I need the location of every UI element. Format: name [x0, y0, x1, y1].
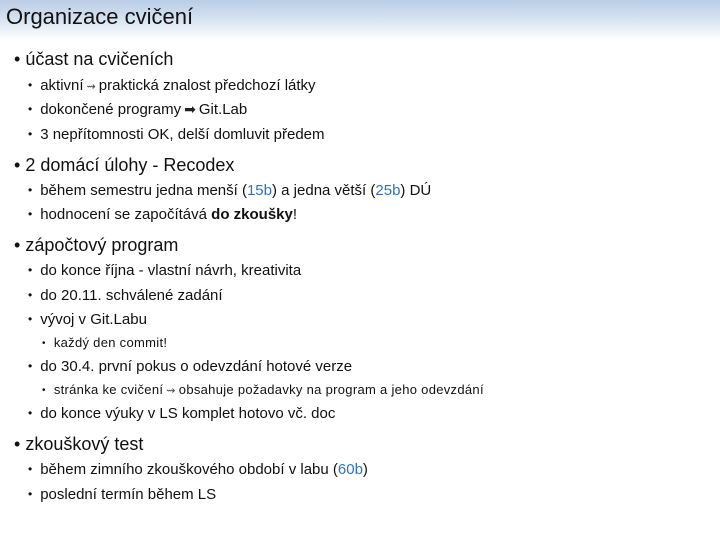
item-text: Git.Lab	[198, 101, 248, 118]
item-text: ) a jedna větší (	[272, 182, 376, 199]
list-item-zadani	[28, 288, 223, 303]
bullet-icon: •	[28, 263, 33, 277]
list-item-zimni	[28, 462, 368, 477]
list-item-semestr	[28, 183, 431, 198]
bullet-icon: •	[28, 487, 33, 501]
item-text: účast na cvičeních	[25, 49, 174, 69]
arrow-icon: ⇝	[86, 81, 96, 93]
list-item-nepritomnosti	[28, 127, 325, 142]
item-text: aktivní	[40, 77, 84, 94]
list-item-hodnoceni	[28, 207, 297, 222]
bullet-icon: •	[28, 312, 33, 326]
item-text: během semestru jedna menší (	[40, 182, 247, 199]
item-text: zápočtový program	[25, 235, 179, 255]
item-text: dokončené programy	[40, 101, 182, 118]
item-text: do 20.11. schválené zadání	[40, 287, 223, 304]
list-item-test	[14, 435, 143, 453]
list-item-termin	[28, 487, 216, 502]
points-badge: 60b	[337, 461, 363, 478]
item-text: do konce výuky v LS komplet hotovo vč. doc	[40, 405, 336, 422]
arrow-icon: ⇝	[166, 385, 176, 397]
bullet-icon: •	[28, 183, 33, 197]
item-text: do konce října - vlastní návrh, kreativita	[40, 262, 302, 279]
bullet-icon: •	[28, 78, 33, 92]
item-text: do 30.4. první pokus o odevzdání hotové verze	[40, 358, 353, 375]
arrow-right-icon: ➡	[184, 101, 196, 117]
item-text: stránka ke cvičení	[53, 382, 164, 397]
list-item-ulohy	[14, 156, 234, 174]
item-text: ) DÚ	[400, 182, 432, 199]
bullet-icon: •	[28, 359, 33, 373]
list-item-stranka	[42, 383, 484, 397]
list-item-odevzdani	[28, 359, 352, 374]
list-item-rijen	[28, 263, 301, 278]
item-text: 3 nepřítomnosti OK, delší domluvit předem	[40, 126, 325, 143]
bullet-icon: •	[14, 434, 21, 454]
points-badge: 25b	[375, 182, 401, 199]
bullet-icon: •	[14, 235, 21, 255]
list-item-vyvoj	[28, 312, 147, 327]
item-text: hodnocení se započítává	[40, 206, 212, 223]
bullet-icon: •	[28, 102, 33, 116]
emphasis-text: do zkoušky	[211, 206, 293, 223]
item-text: praktická znalost předchozí látky	[98, 77, 316, 94]
bullet-icon: •	[14, 49, 21, 69]
list-item-ucast	[14, 50, 173, 68]
item-text: 2 domácí úlohy - Recodex	[25, 155, 235, 175]
item-text: zkouškový test	[25, 434, 144, 454]
points-badge: 15b	[246, 182, 272, 199]
item-text: během zimního zkouškového období v labu (	[40, 461, 338, 478]
bullet-icon: •	[42, 338, 46, 349]
list-item-programy	[28, 102, 247, 117]
list-item-commit	[42, 336, 167, 350]
list-item-aktivni	[28, 78, 316, 93]
bullet-icon: •	[28, 207, 33, 221]
item-text: obsahuje požadavky na program a jeho odevzdání	[178, 382, 484, 397]
bullet-icon: •	[14, 155, 21, 175]
bullet-icon: •	[28, 127, 33, 141]
item-text: poslední termín během LS	[40, 486, 217, 503]
list-item-komplet	[28, 406, 335, 421]
slide-title: Organizace cvičení	[6, 4, 194, 29]
item-text: každý den commit!	[53, 335, 168, 350]
item-text: )	[362, 461, 368, 478]
bullet-icon: •	[28, 288, 33, 302]
item-text: vývoj v Git.Labu	[40, 311, 147, 328]
bullet-icon: •	[28, 462, 33, 476]
bullet-icon: •	[28, 406, 33, 420]
bullet-icon: •	[42, 385, 46, 396]
item-text: !	[292, 206, 298, 223]
list-item-zapoct	[14, 236, 178, 254]
